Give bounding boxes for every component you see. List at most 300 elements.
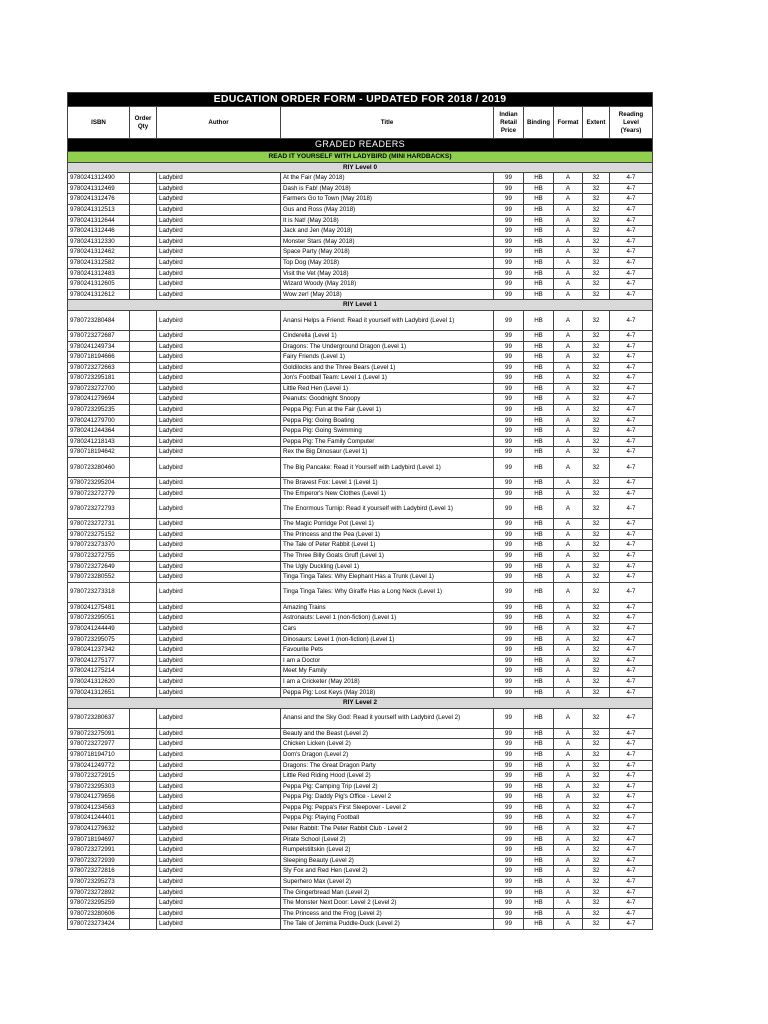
subsection-row	[68, 152, 653, 163]
reading-level-cell: 4-7	[610, 602, 653, 613]
title-cell: Cinderella (Level 1)	[281, 330, 494, 341]
order-qty-input[interactable]	[130, 919, 157, 930]
order-qty-input[interactable]	[130, 781, 157, 792]
order-qty-input[interactable]	[130, 666, 157, 677]
binding-cell: HB	[524, 194, 554, 205]
binding-cell: HB	[524, 426, 554, 437]
title-cell: Dragons: The Great Dragon Party	[281, 760, 494, 771]
price-cell: 99	[494, 394, 524, 405]
title-cell: Farmers Go to Town (May 2018)	[281, 194, 494, 205]
author-cell: Ladybird	[157, 183, 281, 194]
extent-cell: 32	[583, 687, 610, 698]
price-cell: 99	[494, 540, 524, 551]
table-row	[68, 330, 653, 341]
order-qty-input[interactable]	[130, 373, 157, 384]
title-cell: The Tale of Peter Rabbit (Level 1)	[281, 540, 494, 551]
table-row	[68, 834, 653, 845]
title-cell: Meet My Family	[281, 666, 494, 677]
isbn-cell: 9780723272991	[68, 845, 130, 856]
binding-cell: HB	[524, 478, 554, 489]
price-cell: 99	[494, 919, 524, 930]
isbn-cell: 9780241244449	[68, 623, 130, 634]
isbn-cell: 9780241237342	[68, 645, 130, 656]
binding-cell: HB	[524, 602, 554, 613]
extent-cell: 32	[583, 499, 610, 519]
price-cell: 99	[494, 760, 524, 771]
price-cell: 99	[494, 415, 524, 426]
reading-level-cell: 4-7	[610, 908, 653, 919]
extent-cell: 32	[583, 728, 610, 739]
extent-cell: 32	[583, 529, 610, 540]
order-qty-input[interactable]	[130, 362, 157, 373]
order-form-sheet	[67, 92, 652, 930]
order-qty-input[interactable]	[130, 436, 157, 447]
price-cell: 99	[494, 478, 524, 489]
author-cell: Ladybird	[157, 362, 281, 373]
author-cell: Ladybird	[157, 204, 281, 215]
title-cell: Peter Rabbit: The Peter Rabbit Club - Level 2	[281, 824, 494, 835]
title-cell: Peppa Pig: Peppa's First Sleepover - Level 2	[281, 802, 494, 813]
binding-cell: HB	[524, 529, 554, 540]
isbn-cell: 9780241312330	[68, 236, 130, 247]
order-qty-input[interactable]	[130, 236, 157, 247]
extent-cell: 32	[583, 572, 610, 583]
binding-cell: HB	[524, 855, 554, 866]
isbn-cell: 9780723272687	[68, 330, 130, 341]
title-cell: Chicken Licken (Level 2)	[281, 739, 494, 750]
author-cell: Ladybird	[157, 405, 281, 416]
order-qty-input[interactable]	[130, 194, 157, 205]
price-cell: 99	[494, 561, 524, 572]
price-cell: 99	[494, 582, 524, 602]
extent-cell: 32	[583, 436, 610, 447]
author-cell: Ladybird	[157, 845, 281, 856]
order-qty-input[interactable]	[130, 824, 157, 835]
title-cell: At the Fair (May 2018)	[281, 173, 494, 184]
title-cell: I am a Doctor	[281, 655, 494, 666]
reading-level-cell: 4-7	[610, 845, 653, 856]
reading-level-cell: 4-7	[610, 173, 653, 184]
col-reading-level: Reading Level (Years)	[610, 107, 653, 139]
format-cell: A	[554, 194, 583, 205]
order-qty-input[interactable]	[130, 488, 157, 499]
extent-cell: 32	[583, 792, 610, 803]
reading-level-cell: 4-7	[610, 362, 653, 373]
order-qty-input[interactable]	[130, 855, 157, 866]
price-cell: 99	[494, 908, 524, 919]
format-cell: A	[554, 394, 583, 405]
table-row	[68, 866, 653, 877]
format-cell: A	[554, 887, 583, 898]
author-cell: Ladybird	[157, 728, 281, 739]
order-qty-input[interactable]	[130, 215, 157, 226]
order-qty-input[interactable]	[130, 792, 157, 803]
table-row	[68, 341, 653, 352]
format-cell: A	[554, 561, 583, 572]
isbn-cell: 9780723272915	[68, 771, 130, 782]
binding-cell: HB	[524, 561, 554, 572]
order-qty-input[interactable]	[130, 226, 157, 237]
table-row	[68, 739, 653, 750]
order-qty-input[interactable]	[130, 247, 157, 258]
price-cell: 99	[494, 289, 524, 300]
extent-cell: 32	[583, 519, 610, 530]
table-row	[68, 426, 653, 437]
isbn-cell: 9780241275214	[68, 666, 130, 677]
extent-cell: 32	[583, 540, 610, 551]
level-header-row	[68, 300, 653, 311]
extent-cell: 32	[583, 655, 610, 666]
isbn-cell: 9780723272779	[68, 488, 130, 499]
binding-cell: HB	[524, 362, 554, 373]
isbn-cell: 9780241249772	[68, 760, 130, 771]
price-cell: 99	[494, 257, 524, 268]
extent-cell: 32	[583, 383, 610, 394]
isbn-cell: 9780723272700	[68, 383, 130, 394]
order-qty-input[interactable]	[130, 405, 157, 416]
binding-cell: HB	[524, 887, 554, 898]
title-cell: Visit the Vet (May 2018)	[281, 268, 494, 279]
order-qty-input[interactable]	[130, 687, 157, 698]
author-cell: Ladybird	[157, 257, 281, 268]
extent-cell: 32	[583, 226, 610, 237]
order-qty-input[interactable]	[130, 887, 157, 898]
table-row	[68, 634, 653, 645]
order-qty-input[interactable]	[130, 760, 157, 771]
order-qty-input[interactable]	[130, 655, 157, 666]
isbn-cell: 9780723272793	[68, 499, 130, 519]
format-cell: A	[554, 781, 583, 792]
title-cell: The Princess and the Pea (Level 1)	[281, 529, 494, 540]
reading-level-cell: 4-7	[610, 866, 653, 877]
reading-level-cell: 4-7	[610, 436, 653, 447]
order-qty-input[interactable]	[130, 676, 157, 687]
table-row	[68, 436, 653, 447]
extent-cell: 32	[583, 236, 610, 247]
author-cell: Ladybird	[157, 813, 281, 824]
extent-cell: 32	[583, 813, 610, 824]
order-qty-input[interactable]	[130, 426, 157, 437]
order-qty-input[interactable]	[130, 183, 157, 194]
order-qty-input[interactable]	[130, 519, 157, 530]
reading-level-cell: 4-7	[610, 676, 653, 687]
extent-cell: 32	[583, 362, 610, 373]
table-row	[68, 845, 653, 856]
table-row	[68, 310, 653, 330]
author-cell: Ladybird	[157, 394, 281, 405]
order-qty-input[interactable]	[130, 478, 157, 489]
order-qty-input[interactable]	[130, 645, 157, 656]
order-qty-input[interactable]	[130, 383, 157, 394]
binding-cell: HB	[524, 582, 554, 602]
table-row	[68, 728, 653, 739]
binding-cell: HB	[524, 834, 554, 845]
order-qty-input[interactable]	[130, 540, 157, 551]
order-qty-input[interactable]	[130, 415, 157, 426]
binding-cell: HB	[524, 247, 554, 258]
author-cell: Ladybird	[157, 739, 281, 750]
extent-cell: 32	[583, 824, 610, 835]
price-cell: 99	[494, 247, 524, 258]
order-qty-input[interactable]	[130, 802, 157, 813]
table-row	[68, 499, 653, 519]
format-cell: A	[554, 613, 583, 624]
order-qty-input[interactable]	[130, 310, 157, 330]
title-cell: Dash is Fab! (May 2018)	[281, 183, 494, 194]
order-qty-input[interactable]	[130, 813, 157, 824]
order-qty-input[interactable]	[130, 447, 157, 458]
binding-cell: HB	[524, 687, 554, 698]
author-cell: Ladybird	[157, 279, 281, 290]
reading-level-cell: 4-7	[610, 257, 653, 268]
table-row	[68, 824, 653, 835]
order-qty-input[interactable]	[130, 572, 157, 583]
binding-cell: HB	[524, 623, 554, 634]
title-cell: Peppa Pig: The Family Computer	[281, 436, 494, 447]
reading-level-cell: 4-7	[610, 373, 653, 384]
price-cell: 99	[494, 602, 524, 613]
isbn-cell: 9780241275481	[68, 602, 130, 613]
order-qty-input[interactable]	[130, 204, 157, 215]
author-cell: Ladybird	[157, 519, 281, 530]
reading-level-cell: 4-7	[610, 394, 653, 405]
table-row	[68, 645, 653, 656]
format-cell: A	[554, 289, 583, 300]
binding-cell: HB	[524, 792, 554, 803]
title-cell: Goldilocks and the Three Bears (Level 1)	[281, 362, 494, 373]
price-cell: 99	[494, 802, 524, 813]
title-cell: Dragons: The Underground Dragon (Level 1)	[281, 341, 494, 352]
reading-level-cell: 4-7	[610, 855, 653, 866]
author-cell: Ladybird	[157, 247, 281, 258]
reading-level-cell: 4-7	[610, 613, 653, 624]
title-cell: Beauty and the Beast (Level 2)	[281, 728, 494, 739]
order-qty-input[interactable]	[130, 529, 157, 540]
order-qty-input[interactable]	[130, 330, 157, 341]
title-cell: Gus and Ross (May 2018)	[281, 204, 494, 215]
author-cell: Ladybird	[157, 236, 281, 247]
title-cell: Peppa Pig: Fun at the Fair (Level 1)	[281, 405, 494, 416]
reading-level-cell: 4-7	[610, 728, 653, 739]
isbn-cell: 9780723272755	[68, 551, 130, 562]
price-cell: 99	[494, 623, 524, 634]
order-qty-input[interactable]	[130, 728, 157, 739]
order-qty-input[interactable]	[130, 834, 157, 845]
binding-cell: HB	[524, 215, 554, 226]
format-cell: A	[554, 877, 583, 888]
format-cell: A	[554, 572, 583, 583]
order-qty-input[interactable]	[130, 866, 157, 877]
price-cell: 99	[494, 268, 524, 279]
reading-level-cell: 4-7	[610, 572, 653, 583]
order-qty-input[interactable]	[130, 708, 157, 728]
isbn-cell: 9780723275152	[68, 529, 130, 540]
format-cell: A	[554, 792, 583, 803]
binding-cell: HB	[524, 760, 554, 771]
author-cell: Ladybird	[157, 623, 281, 634]
format-cell: A	[554, 173, 583, 184]
table-row	[68, 415, 653, 426]
title-cell: Jon's Football Team: Level 1 (Level 1)	[281, 373, 494, 384]
extent-cell: 32	[583, 447, 610, 458]
table-row	[68, 813, 653, 824]
extent-cell: 32	[583, 268, 610, 279]
price-cell: 99	[494, 855, 524, 866]
price-cell: 99	[494, 352, 524, 363]
order-qty-input[interactable]	[130, 845, 157, 856]
format-cell: A	[554, 458, 583, 478]
price-cell: 99	[494, 781, 524, 792]
extent-cell: 32	[583, 415, 610, 426]
format-cell: A	[554, 226, 583, 237]
extent-cell: 32	[583, 341, 610, 352]
price-cell: 99	[494, 310, 524, 330]
price-cell: 99	[494, 676, 524, 687]
author-cell: Ladybird	[157, 383, 281, 394]
extent-cell: 32	[583, 877, 610, 888]
price-cell: 99	[494, 173, 524, 184]
reading-level-cell: 4-7	[610, 551, 653, 562]
order-qty-input[interactable]	[130, 749, 157, 760]
order-qty-input[interactable]	[130, 499, 157, 519]
order-qty-input[interactable]	[130, 613, 157, 624]
order-qty-input[interactable]	[130, 341, 157, 352]
format-cell: A	[554, 373, 583, 384]
price-cell: 99	[494, 194, 524, 205]
table-row	[68, 289, 653, 300]
author-cell: Ladybird	[157, 834, 281, 845]
order-qty-input[interactable]	[130, 771, 157, 782]
isbn-cell: 9780723272731	[68, 519, 130, 530]
binding-cell: HB	[524, 436, 554, 447]
binding-cell: HB	[524, 898, 554, 909]
reading-level-cell: 4-7	[610, 898, 653, 909]
isbn-cell: 9780241275177	[68, 655, 130, 666]
extent-cell: 32	[583, 426, 610, 437]
author-cell: Ladybird	[157, 436, 281, 447]
reading-level-cell: 4-7	[610, 215, 653, 226]
title-cell: Peppa Pig: Lost Keys (May 2018)	[281, 687, 494, 698]
order-qty-input[interactable]	[130, 352, 157, 363]
order-qty-input[interactable]	[130, 561, 157, 572]
author-cell: Ladybird	[157, 792, 281, 803]
format-cell: A	[554, 845, 583, 856]
extent-cell: 32	[583, 279, 610, 290]
binding-cell: HB	[524, 739, 554, 750]
isbn-cell: 9780723280460	[68, 458, 130, 478]
isbn-cell: 9780723272816	[68, 866, 130, 877]
table-row	[68, 519, 653, 530]
order-qty-input[interactable]	[130, 458, 157, 478]
binding-cell: HB	[524, 908, 554, 919]
order-qty-input[interactable]	[130, 623, 157, 634]
author-cell: Ladybird	[157, 341, 281, 352]
order-qty-input[interactable]	[130, 898, 157, 909]
price-cell: 99	[494, 877, 524, 888]
price-cell: 99	[494, 426, 524, 437]
isbn-cell: 9780723275091	[68, 728, 130, 739]
author-cell: Ladybird	[157, 781, 281, 792]
binding-cell: HB	[524, 749, 554, 760]
price-cell: 99	[494, 204, 524, 215]
order-qty-input[interactable]	[130, 289, 157, 300]
column-header-row	[68, 107, 653, 139]
table-row	[68, 458, 653, 478]
extent-cell: 32	[583, 634, 610, 645]
reading-level-cell: 4-7	[610, 824, 653, 835]
author-cell: Ladybird	[157, 708, 281, 728]
author-cell: Ladybird	[157, 488, 281, 499]
extent-cell: 32	[583, 257, 610, 268]
format-cell: A	[554, 436, 583, 447]
order-qty-input[interactable]	[130, 602, 157, 613]
level-label: RIY Level 0	[68, 162, 653, 173]
binding-cell: HB	[524, 183, 554, 194]
binding-cell: HB	[524, 499, 554, 519]
binding-cell: HB	[524, 540, 554, 551]
order-qty-input[interactable]	[130, 268, 157, 279]
extent-cell: 32	[583, 247, 610, 258]
order-qty-input[interactable]	[130, 394, 157, 405]
binding-cell: HB	[524, 572, 554, 583]
order-qty-input[interactable]	[130, 279, 157, 290]
order-qty-input[interactable]	[130, 582, 157, 602]
price-cell: 99	[494, 236, 524, 247]
order-qty-input[interactable]	[130, 173, 157, 184]
title-cell: Jack and Jen (May 2018)	[281, 226, 494, 237]
col-binding: Binding	[524, 107, 554, 139]
title-cell: Anansi Helps a Friend: Read it yourself with Ladybird (Level 1)	[281, 310, 494, 330]
reading-level-cell: 4-7	[610, 236, 653, 247]
order-qty-input[interactable]	[130, 908, 157, 919]
reading-level-cell: 4-7	[610, 834, 653, 845]
title-cell: Superhero Max (Level 2)	[281, 877, 494, 888]
format-cell: A	[554, 655, 583, 666]
extent-cell: 32	[583, 781, 610, 792]
col-format: Format	[554, 107, 583, 139]
table-row	[68, 373, 653, 384]
price-cell: 99	[494, 488, 524, 499]
title-cell: Peppa Pig: Playing Football	[281, 813, 494, 824]
extent-cell: 32	[583, 708, 610, 728]
title-cell: Amazing Trains	[281, 602, 494, 613]
format-cell: A	[554, 330, 583, 341]
order-qty-input[interactable]	[130, 877, 157, 888]
order-qty-input[interactable]	[130, 551, 157, 562]
price-cell: 99	[494, 708, 524, 728]
format-cell: A	[554, 268, 583, 279]
format-cell: A	[554, 802, 583, 813]
binding-cell: HB	[524, 289, 554, 300]
format-cell: A	[554, 760, 583, 771]
order-qty-input[interactable]	[130, 739, 157, 750]
author-cell: Ladybird	[157, 529, 281, 540]
author-cell: Ladybird	[157, 478, 281, 489]
order-qty-input[interactable]	[130, 634, 157, 645]
binding-cell: HB	[524, 824, 554, 835]
order-qty-input[interactable]	[130, 257, 157, 268]
format-cell: A	[554, 634, 583, 645]
author-cell: Ladybird	[157, 666, 281, 677]
table-row	[68, 666, 653, 677]
price-cell: 99	[494, 824, 524, 835]
price-cell: 99	[494, 749, 524, 760]
author-cell: Ladybird	[157, 173, 281, 184]
author-cell: Ladybird	[157, 289, 281, 300]
reading-level-cell: 4-7	[610, 519, 653, 530]
price-cell: 99	[494, 866, 524, 877]
price-cell: 99	[494, 666, 524, 677]
